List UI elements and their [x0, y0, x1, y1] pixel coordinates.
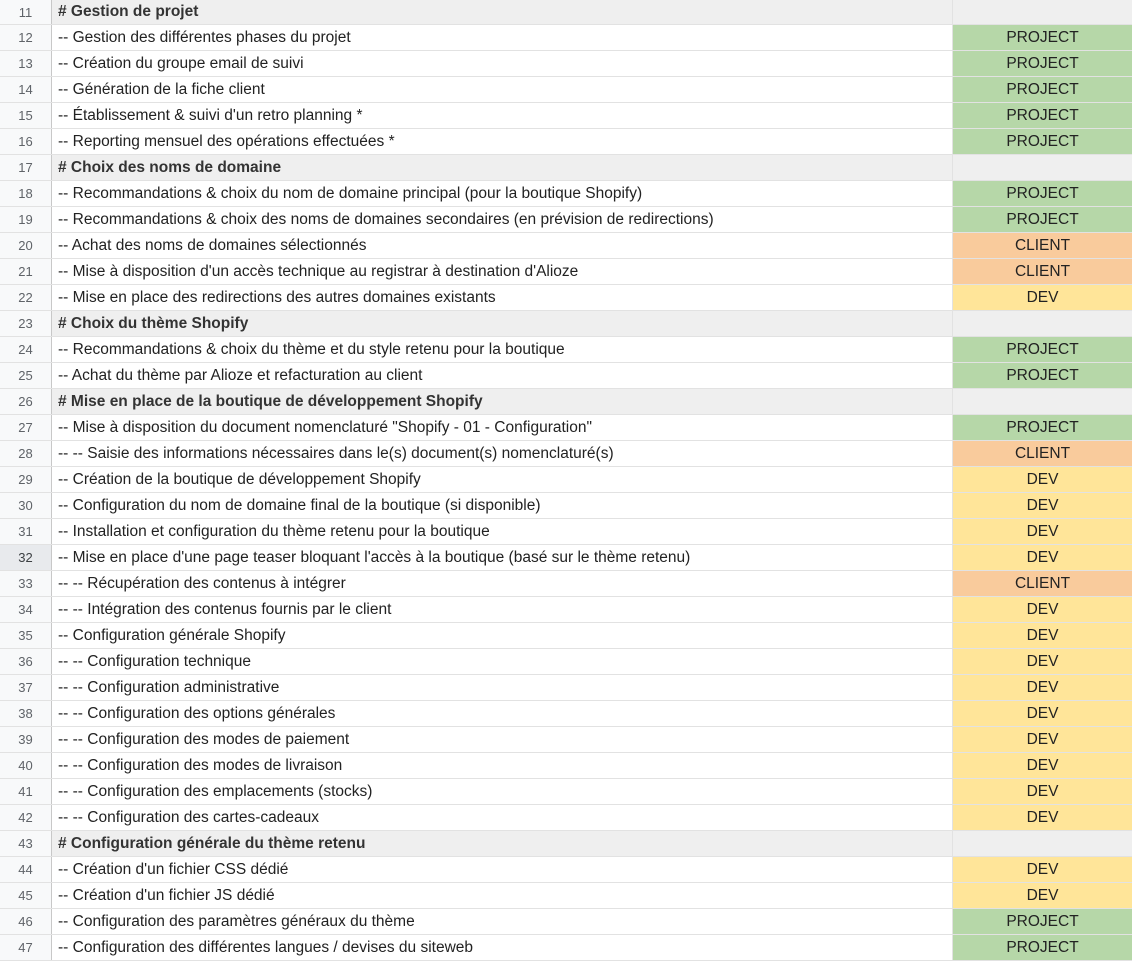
row-number-header[interactable]: 40 — [0, 753, 52, 778]
table-row — [0, 857, 1132, 883]
row-number-header[interactable]: 32 — [0, 545, 52, 570]
row-number-header[interactable]: 30 — [0, 493, 52, 518]
row-number-header[interactable]: 44 — [0, 857, 52, 882]
owner-cell[interactable]: DEV — [953, 805, 1132, 830]
task-cell[interactable]: -- Configuration des paramètres généraux du thème — [52, 909, 953, 934]
section-title-cell[interactable]: # Choix des noms de domaine — [52, 155, 953, 180]
task-cell[interactable]: -- -- Configuration des modes de livraison — [52, 753, 953, 778]
section-title-cell[interactable]: # Mise en place de la boutique de développement Shopify — [52, 389, 953, 414]
table-row — [0, 181, 1132, 207]
owner-cell[interactable]: CLIENT — [953, 233, 1132, 258]
row-number-header[interactable]: 22 — [0, 285, 52, 310]
task-cell[interactable]: -- -- Configuration technique — [52, 649, 953, 674]
task-cell[interactable]: -- Recommandations & choix du thème et du style retenu pour la boutique — [52, 337, 953, 362]
owner-cell[interactable] — [953, 831, 1132, 856]
section-header-row — [0, 389, 1132, 415]
row-number-header[interactable]: 31 — [0, 519, 52, 544]
owner-cell[interactable]: PROJECT — [953, 181, 1132, 206]
task-cell[interactable]: -- Configuration des différentes langues / devises du siteweb — [52, 935, 953, 960]
owner-cell[interactable] — [953, 311, 1132, 336]
owner-cell[interactable]: DEV — [953, 545, 1132, 570]
table-row — [0, 337, 1132, 363]
task-cell[interactable]: -- Création du groupe email de suivi — [52, 51, 953, 76]
task-cell[interactable]: -- -- Configuration des options générales — [52, 701, 953, 726]
owner-cell[interactable]: DEV — [953, 519, 1132, 544]
section-header-row — [0, 0, 1132, 25]
owner-cell[interactable]: DEV — [953, 467, 1132, 492]
row-number-header[interactable]: 17 — [0, 155, 52, 180]
table-row — [0, 103, 1132, 129]
owner-cell[interactable] — [953, 0, 1132, 24]
owner-cell[interactable]: CLIENT — [953, 259, 1132, 284]
row-number-header[interactable]: 43 — [0, 831, 52, 856]
table-row — [0, 805, 1132, 831]
row-number-header[interactable]: 11 — [0, 0, 52, 24]
owner-cell[interactable]: PROJECT — [953, 363, 1132, 388]
table-row — [0, 441, 1132, 467]
task-cell[interactable]: -- -- Configuration des emplacements (stocks) — [52, 779, 953, 804]
task-cell[interactable]: -- Création de la boutique de développement Shopify — [52, 467, 953, 492]
task-cell[interactable]: -- Mise à disposition du document nomenclaturé "Shopify - 01 - Configuration" — [52, 415, 953, 440]
row-number-header[interactable]: 27 — [0, 415, 52, 440]
owner-cell[interactable]: DEV — [953, 727, 1132, 752]
table-row — [0, 363, 1132, 389]
table-row — [0, 779, 1132, 805]
task-cell[interactable]: -- Configuration du nom de domaine final de la boutique (si disponible) — [52, 493, 953, 518]
row-number-header[interactable]: 28 — [0, 441, 52, 466]
owner-cell[interactable]: DEV — [953, 675, 1132, 700]
owner-cell[interactable]: DEV — [953, 753, 1132, 778]
table-row — [0, 649, 1132, 675]
table-row — [0, 545, 1132, 571]
task-cell[interactable]: -- Configuration générale Shopify — [52, 623, 953, 648]
task-cell[interactable]: -- Achat des noms de domaines sélectionnés — [52, 233, 953, 258]
table-row — [0, 285, 1132, 311]
task-cell[interactable]: -- Recommandations & choix du nom de domaine principal (pour la boutique Shopify) — [52, 181, 953, 206]
row-number-header[interactable]: 39 — [0, 727, 52, 752]
row-number-header[interactable]: 42 — [0, 805, 52, 830]
owner-cell[interactable]: DEV — [953, 779, 1132, 804]
task-cell[interactable]: -- -- Récupération des contenus à intégrer — [52, 571, 953, 596]
row-number-header[interactable]: 36 — [0, 649, 52, 674]
owner-cell[interactable]: DEV — [953, 701, 1132, 726]
row-number-header[interactable]: 45 — [0, 883, 52, 908]
table-row — [0, 701, 1132, 727]
owner-cell[interactable]: PROJECT — [953, 337, 1132, 362]
table-row — [0, 597, 1132, 623]
task-cell[interactable]: -- Établissement & suivi d'un retro planning * — [52, 103, 953, 128]
row-number-header[interactable]: 33 — [0, 571, 52, 596]
table-row — [0, 259, 1132, 285]
owner-cell[interactable]: PROJECT — [953, 935, 1132, 960]
table-row — [0, 909, 1132, 935]
row-number-header[interactable]: 29 — [0, 467, 52, 492]
owner-cell[interactable]: PROJECT — [953, 909, 1132, 934]
table-row — [0, 129, 1132, 155]
owner-cell[interactable] — [953, 389, 1132, 414]
section-header-row — [0, 155, 1132, 181]
table-row — [0, 233, 1132, 259]
row-number-header[interactable]: 38 — [0, 701, 52, 726]
task-cell[interactable]: -- Achat du thème par Alioze et refacturation au client — [52, 363, 953, 388]
section-title-cell[interactable]: # Gestion de projet — [52, 0, 953, 24]
task-cell[interactable]: -- -- Configuration des cartes-cadeaux — [52, 805, 953, 830]
row-number-header[interactable]: 47 — [0, 935, 52, 960]
task-cell[interactable]: -- Création d'un fichier CSS dédié — [52, 857, 953, 882]
row-number-header[interactable]: 25 — [0, 363, 52, 388]
table-row — [0, 935, 1132, 961]
task-cell[interactable]: -- -- Configuration administrative — [52, 675, 953, 700]
owner-cell[interactable]: PROJECT — [953, 415, 1132, 440]
task-cell[interactable]: -- Création d'un fichier JS dédié — [52, 883, 953, 908]
owner-cell[interactable]: DEV — [953, 883, 1132, 908]
task-cell[interactable]: -- -- Saisie des informations nécessaires dans le(s) document(s) nomenclaturé(s) — [52, 441, 953, 466]
task-cell[interactable]: -- -- Intégration des contenus fournis par le client — [52, 597, 953, 622]
row-number-header[interactable]: 14 — [0, 77, 52, 102]
row-number-header[interactable]: 46 — [0, 909, 52, 934]
row-number-header[interactable]: 15 — [0, 103, 52, 128]
row-number-header[interactable]: 20 — [0, 233, 52, 258]
owner-cell[interactable]: DEV — [953, 285, 1132, 310]
table-row — [0, 727, 1132, 753]
section-title-cell[interactable]: # Configuration générale du thème retenu — [52, 831, 953, 856]
task-cell[interactable]: -- Mise en place des redirections des autres domaines existants — [52, 285, 953, 310]
section-title-cell[interactable]: # Choix du thème Shopify — [52, 311, 953, 336]
table-row — [0, 51, 1132, 77]
owner-cell[interactable]: DEV — [953, 597, 1132, 622]
task-cell[interactable]: -- Génération de la fiche client — [52, 77, 953, 102]
row-number-header[interactable]: 13 — [0, 51, 52, 76]
row-number-header[interactable]: 34 — [0, 597, 52, 622]
row-number-header[interactable]: 35 — [0, 623, 52, 648]
row-number-header[interactable]: 21 — [0, 259, 52, 284]
table-row — [0, 77, 1132, 103]
owner-cell[interactable] — [953, 155, 1132, 180]
task-cell[interactable]: -- Gestion des différentes phases du projet — [52, 25, 953, 50]
owner-cell[interactable]: PROJECT — [953, 77, 1132, 102]
table-row — [0, 675, 1132, 701]
row-number-header[interactable]: 41 — [0, 779, 52, 804]
owner-cell[interactable]: CLIENT — [953, 441, 1132, 466]
task-cell[interactable]: -- Mise en place d'une page teaser bloquant l'accès à la boutique (basé sur le thème retenu) — [52, 545, 953, 570]
owner-cell[interactable]: PROJECT — [953, 25, 1132, 50]
task-cell[interactable]: -- Recommandations & choix des noms de domaines secondaires (en prévision de redirections) — [52, 207, 953, 232]
table-row — [0, 571, 1132, 597]
row-number-header[interactable]: 37 — [0, 675, 52, 700]
table-row — [0, 519, 1132, 545]
table-row — [0, 467, 1132, 493]
owner-cell[interactable]: CLIENT — [953, 571, 1132, 596]
task-cell[interactable]: -- Mise à disposition d'un accès technique au registrar à destination d'Alioze — [52, 259, 953, 284]
table-row — [0, 207, 1132, 233]
task-cell[interactable]: -- Reporting mensuel des opérations effectuées * — [52, 129, 953, 154]
section-header-row — [0, 831, 1132, 857]
section-header-row — [0, 311, 1132, 337]
task-cell[interactable]: -- -- Configuration des modes de paiement — [52, 727, 953, 752]
table-row — [0, 25, 1132, 51]
row-number-header[interactable]: 23 — [0, 311, 52, 336]
owner-cell[interactable]: PROJECT — [953, 129, 1132, 154]
owner-cell[interactable]: DEV — [953, 623, 1132, 648]
table-row — [0, 753, 1132, 779]
owner-cell[interactable]: PROJECT — [953, 207, 1132, 232]
row-number-header[interactable]: 19 — [0, 207, 52, 232]
table-row — [0, 493, 1132, 519]
owner-cell[interactable]: DEV — [953, 857, 1132, 882]
table-row — [0, 883, 1132, 909]
row-number-header[interactable]: 12 — [0, 25, 52, 50]
table-row — [0, 415, 1132, 441]
owner-cell[interactable]: PROJECT — [953, 103, 1132, 128]
owner-cell[interactable]: PROJECT — [953, 51, 1132, 76]
owner-cell[interactable]: DEV — [953, 649, 1132, 674]
row-number-header[interactable]: 24 — [0, 337, 52, 362]
owner-cell[interactable]: DEV — [953, 493, 1132, 518]
row-number-header[interactable]: 16 — [0, 129, 52, 154]
table-row — [0, 623, 1132, 649]
task-cell[interactable]: -- Installation et configuration du thème retenu pour la boutique — [52, 519, 953, 544]
row-number-header[interactable]: 18 — [0, 181, 52, 206]
row-number-header[interactable]: 26 — [0, 389, 52, 414]
